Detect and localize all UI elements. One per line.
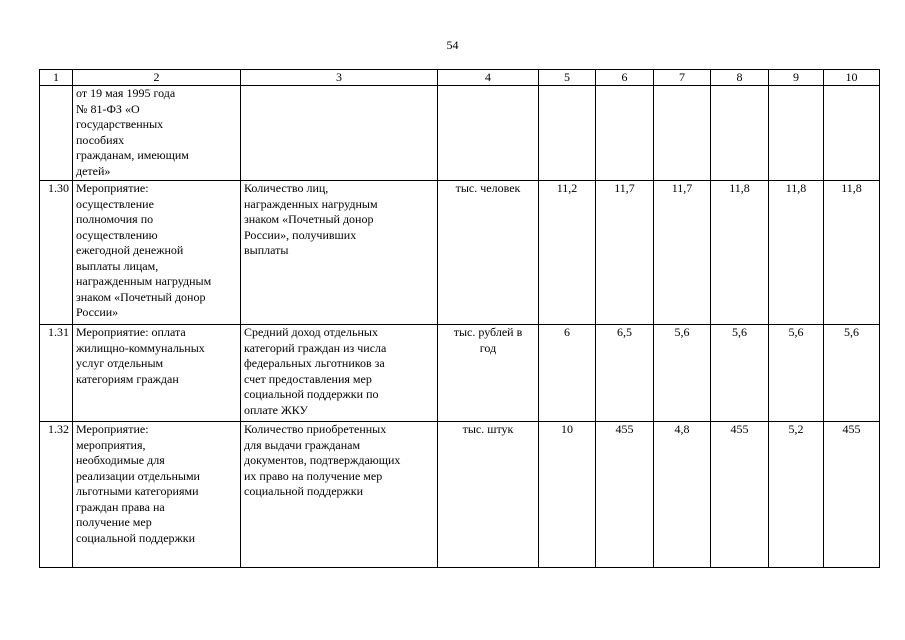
value-cell: 5,6 xyxy=(711,325,769,422)
value-cell: 455 xyxy=(824,422,880,568)
indicators-table xyxy=(39,69,880,568)
value-cell: 10 xyxy=(539,422,596,568)
value-cell: 11,2 xyxy=(539,181,596,325)
value-cell xyxy=(539,86,596,181)
value-cell: 11,7 xyxy=(596,181,654,325)
value-cell: 5,6 xyxy=(824,325,880,422)
value-cell: 455 xyxy=(596,422,654,568)
indicator-cell: Количество лиц, награжденных нагрудным знаком «Почетный донор России», получивших выплаты xyxy=(241,181,438,325)
value-cell: 6,5 xyxy=(596,325,654,422)
event-cell: Мероприятие: осуществление полномочия по осуществлению ежегодной денежной выплаты лицам, награжденным нагрудным знаком «Почетный донор России» xyxy=(73,181,241,325)
column-header: 9 xyxy=(769,70,824,86)
value-cell xyxy=(711,86,769,181)
column-header: 7 xyxy=(654,70,711,86)
unit-cell: тыс. штук xyxy=(438,422,539,568)
event-cell: Мероприятие: оплата жилищно-коммунальных услуг отдельным категориям граждан xyxy=(73,325,241,422)
indicator-cell: Количество приобретенных для выдачи гражданам документов, подтверждающих их право на получение мер социальной поддержки xyxy=(241,422,438,568)
row-number xyxy=(40,86,73,181)
value-cell: 5,6 xyxy=(654,325,711,422)
table-row xyxy=(40,86,880,181)
column-header: 1 xyxy=(40,70,73,86)
page-number: 54 xyxy=(446,38,459,52)
value-cell: 6 xyxy=(539,325,596,422)
table-row xyxy=(40,325,880,422)
row-number: 1.31 xyxy=(40,325,73,422)
value-cell: 455 xyxy=(711,422,769,568)
value-cell: 11,8 xyxy=(824,181,880,325)
value-cell: 5,2 xyxy=(769,422,824,568)
column-header: 6 xyxy=(596,70,654,86)
column-header: 5 xyxy=(539,70,596,86)
event-cell: от 19 мая 1995 года № 81-ФЗ «О государственных пособиях гражданам, имеющим детей» xyxy=(73,86,241,181)
event-cell: Мероприятие: мероприятия, необходимые для реализации отдельными льготными категориями граждан права на получение мер социальной поддержки xyxy=(73,422,241,568)
unit-cell: тыс. рублей в год xyxy=(438,325,539,422)
value-cell: 11,7 xyxy=(654,181,711,325)
table-row xyxy=(40,181,880,325)
row-number: 1.30 xyxy=(40,181,73,325)
table-header-row xyxy=(40,70,880,86)
value-cell xyxy=(769,86,824,181)
column-header: 2 xyxy=(73,70,241,86)
column-header: 8 xyxy=(711,70,769,86)
unit-cell: тыс. человек xyxy=(438,181,539,325)
value-cell: 5,6 xyxy=(769,325,824,422)
column-header: 4 xyxy=(438,70,539,86)
row-number: 1.32 xyxy=(40,422,73,568)
indicator-cell xyxy=(241,86,438,181)
column-header: 10 xyxy=(824,70,880,86)
column-header: 3 xyxy=(241,70,438,86)
unit-cell xyxy=(438,86,539,181)
value-cell xyxy=(596,86,654,181)
value-cell: 4,8 xyxy=(654,422,711,568)
value-cell: 11,8 xyxy=(711,181,769,325)
value-cell xyxy=(824,86,880,181)
indicator-cell: Средний доход отдельных категорий граждан из числа федеральных льготников за счет предоставления мер социальной поддержки по оплате ЖКУ xyxy=(241,325,438,422)
table-row xyxy=(40,422,880,568)
value-cell: 11,8 xyxy=(769,181,824,325)
value-cell xyxy=(654,86,711,181)
